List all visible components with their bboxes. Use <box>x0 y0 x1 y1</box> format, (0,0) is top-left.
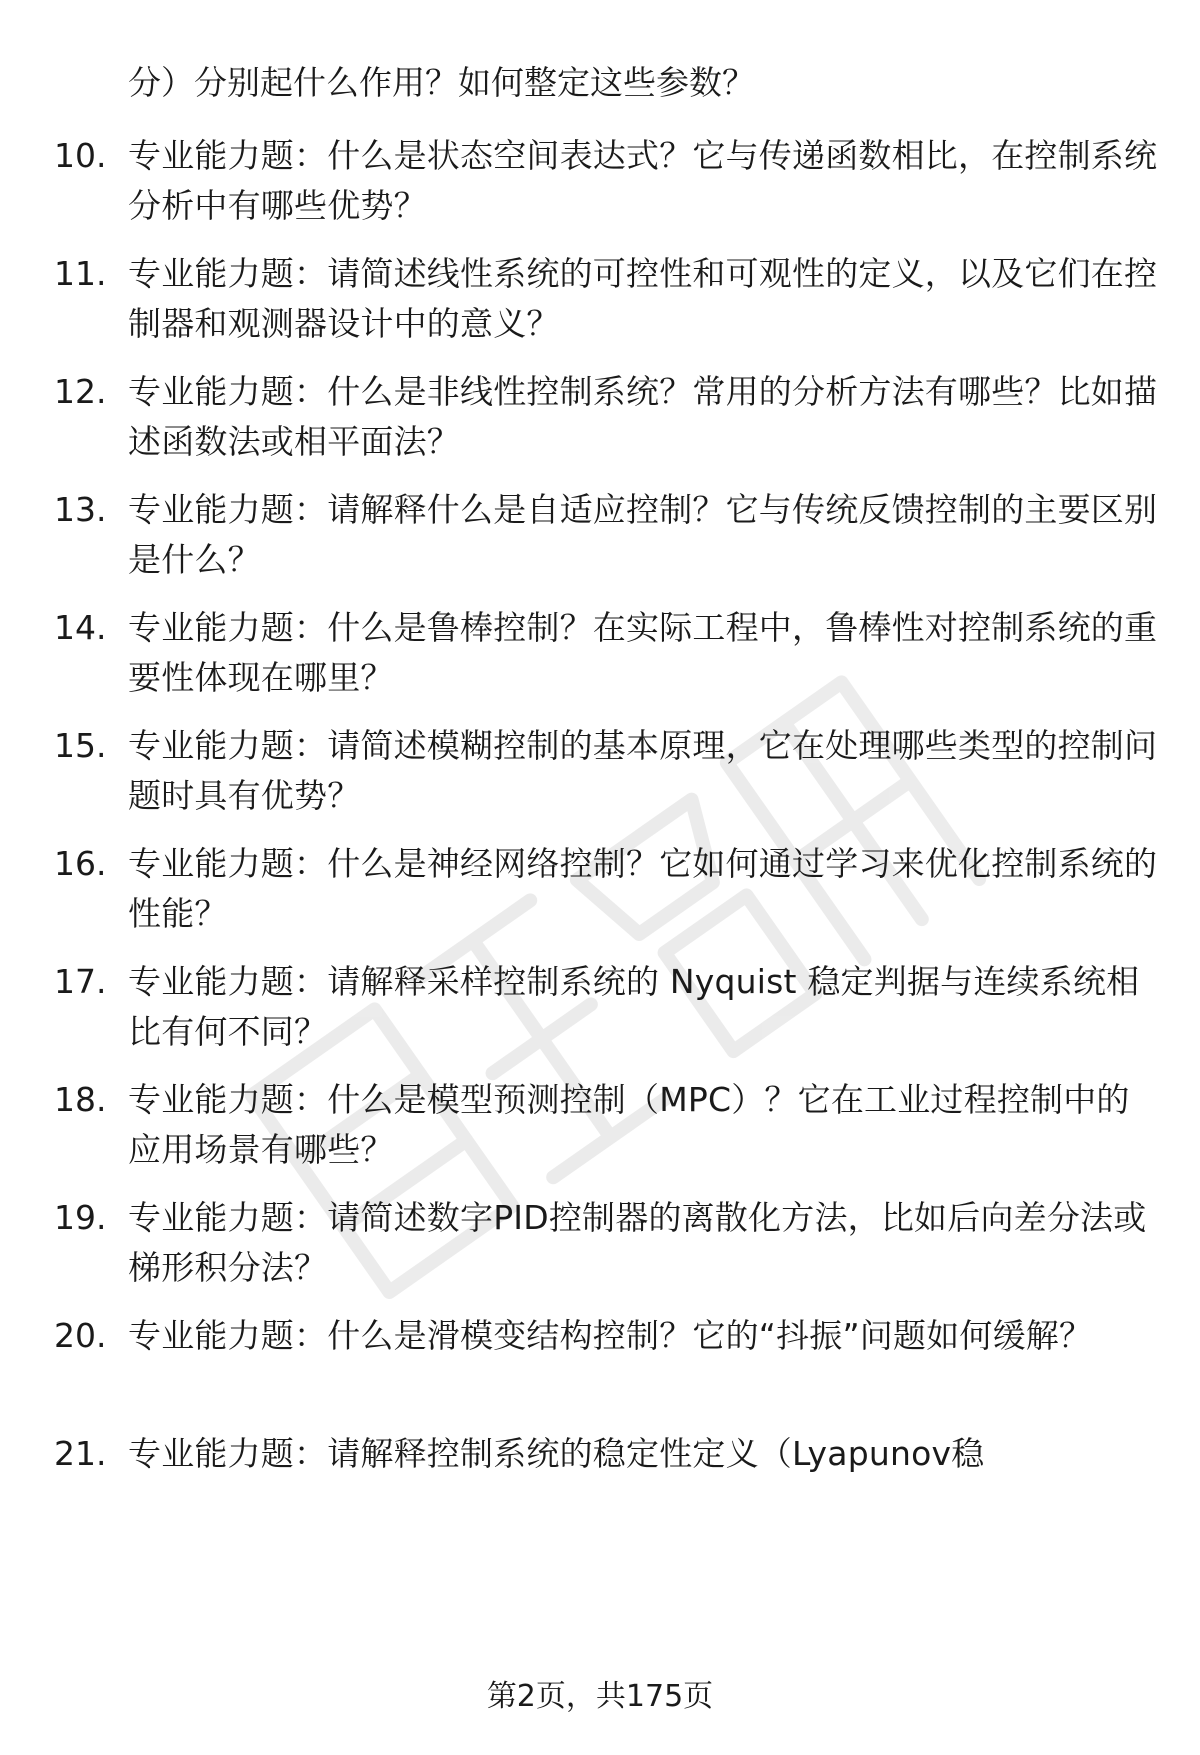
item-number: 17. <box>54 962 107 1001</box>
item-number: 11. <box>54 254 107 293</box>
item-number: 20. <box>54 1316 107 1355</box>
item-number: 16. <box>54 844 107 883</box>
item-text: 专业能力题：请简述线性系统的可控性和可观性的定义，以及它们在控制器和观测器设计中的意义？ <box>128 254 1158 343</box>
item-number: 10. <box>54 136 107 175</box>
item-text: 专业能力题：什么是神经网络控制？它如何通过学习来优化控制系统的性能？ <box>128 844 1158 933</box>
continued-text: 分）分别起什么作用？如何整定这些参数？ <box>128 63 755 102</box>
item-text: 专业能力题：什么是模型预测控制（MPC）？它在工业过程控制中的应用场景有哪些？ <box>128 1080 1130 1169</box>
item-number: 13. <box>54 490 107 529</box>
item-text: 专业能力题：什么是非线性控制系统？常用的分析方法有哪些？比如描述函数法或相平面法？ <box>128 372 1158 461</box>
item-number: 14. <box>54 608 107 647</box>
item-text: 专业能力题：什么是状态空间表达式？它与传递函数相比，在控制系统分析中有哪些优势？ <box>128 136 1158 225</box>
item-text: 专业能力题：什么是鲁棒控制？在实际工程中，鲁棒性对控制系统的重要性体现在哪里？ <box>128 608 1158 697</box>
item-number: 12. <box>54 372 107 411</box>
item-text: 专业能力题：什么是滑模变结构控制？它的“抖振”问题如何缓解？ <box>128 1316 1093 1355</box>
item-text: 专业能力题：请解释什么是自适应控制？它与传统反馈控制的主要区别是什么？ <box>128 490 1158 579</box>
item-text: 专业能力题：请解释采样控制系统的 Nyquist 稳定判据与连续系统相比有何不同？ <box>128 962 1140 1051</box>
item-text: 专业能力题：请简述数字PID控制器的离散化方法，比如后向差分法或梯形积分法？ <box>128 1198 1147 1287</box>
item-number: 18. <box>54 1080 107 1119</box>
item-text: 专业能力题：请简述模糊控制的基本原理，它在处理哪些类型的控制问题时具有优势？ <box>128 726 1158 815</box>
page-footer: 第2页，共175页 <box>486 1679 714 1714</box>
item-number: 15. <box>54 726 107 765</box>
item-number: 19. <box>54 1198 107 1237</box>
item-number: 21. <box>54 1434 107 1473</box>
item-text: 专业能力题：请解释控制系统的稳定性定义（Lyapunov稳 <box>128 1434 985 1473</box>
